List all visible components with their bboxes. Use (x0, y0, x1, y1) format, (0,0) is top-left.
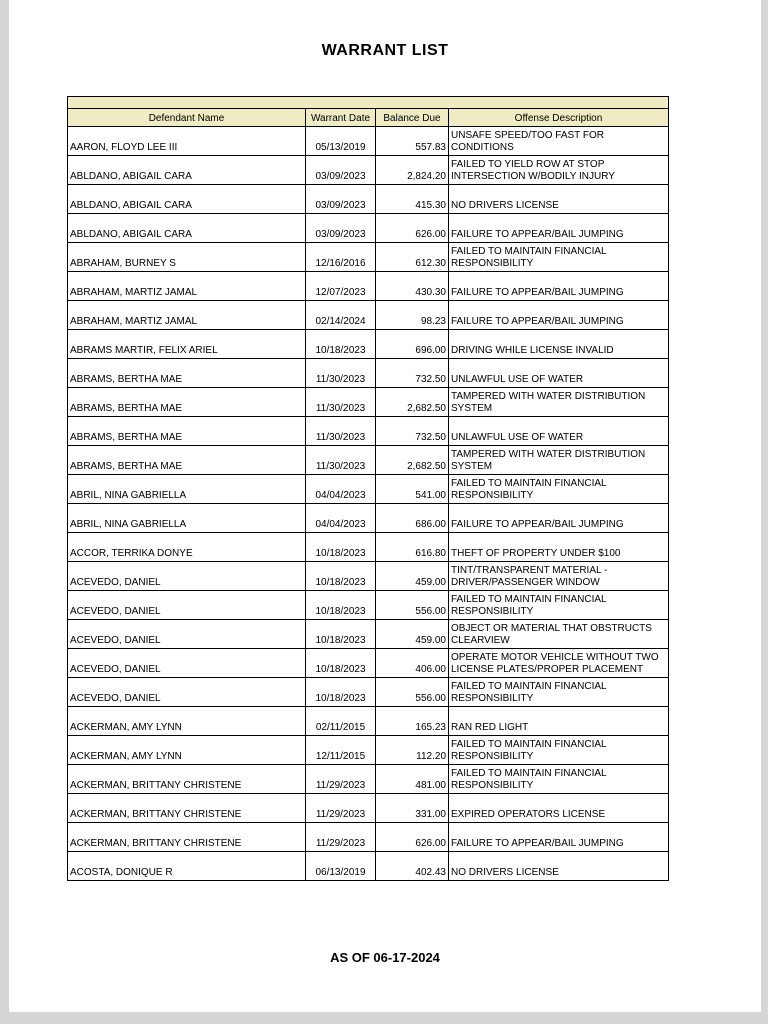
page-title: WARRANT LIST (321, 42, 449, 59)
warrant-date-cell: 11/29/2023 (306, 794, 376, 823)
balance-due-cell: 2,824.20 (376, 156, 449, 185)
warrant-date-cell: 10/18/2023 (306, 649, 376, 678)
offense-cell: FAILURE TO APPEAR/BAIL JUMPING (449, 504, 669, 533)
defendant-name-cell: ABRAHAM, BURNEY S (68, 243, 306, 272)
balance-due-cell: 331.00 (376, 794, 449, 823)
warrant-date-cell: 03/09/2023 (306, 185, 376, 214)
balance-due-cell: 541.00 (376, 475, 449, 504)
balance-due-cell: 686.00 (376, 504, 449, 533)
warrant-date-cell: 11/30/2023 (306, 388, 376, 417)
balance-due-cell: 2,682.50 (376, 388, 449, 417)
balance-due-cell: 459.00 (376, 562, 449, 591)
defendant-name-cell: ABLDANO, ABIGAIL CARA (68, 185, 306, 214)
table-row (68, 330, 669, 359)
balance-due-cell: 612.30 (376, 243, 449, 272)
table-row (68, 823, 669, 852)
defendant-name-cell: ABRAMS, BERTHA MAE (68, 446, 306, 475)
table-row (68, 649, 669, 678)
table-row (68, 359, 669, 388)
warrant-date-cell: 05/13/2019 (306, 127, 376, 156)
offense-cell: FAILURE TO APPEAR/BAIL JUMPING (449, 214, 669, 243)
offense-cell: RAN RED LIGHT (449, 707, 669, 736)
balance-due-cell: 430.30 (376, 272, 449, 301)
defendant-name-cell: ABRAMS MARTIR, FELIX ARIEL (68, 330, 306, 359)
defendant-name-cell: ABRIL, NINA GABRIELLA (68, 475, 306, 504)
offense-cell: TAMPERED WITH WATER DISTRIBUTION SYSTEM (449, 446, 669, 475)
offense-cell: FAILURE TO APPEAR/BAIL JUMPING (449, 823, 669, 852)
warrant-date-cell: 11/29/2023 (306, 823, 376, 852)
warrant-table-head (68, 97, 669, 127)
table-row (68, 214, 669, 243)
balance-due-cell: 165.23 (376, 707, 449, 736)
warrant-date-cell: 04/04/2023 (306, 504, 376, 533)
table-row (68, 620, 669, 649)
defendant-name-cell: ACKERMAN, BRITTANY CHRISTENE (68, 823, 306, 852)
warrant-date-cell: 10/18/2023 (306, 533, 376, 562)
warrant-date-cell: 11/30/2023 (306, 359, 376, 388)
warrant-date-cell: 10/18/2023 (306, 620, 376, 649)
column-header-offense-description: Offense Description (449, 109, 669, 127)
defendant-name-cell: ABRAMS, BERTHA MAE (68, 417, 306, 446)
defendant-name-cell: ABLDANO, ABIGAIL CARA (68, 214, 306, 243)
warrant-date-cell: 04/04/2023 (306, 475, 376, 504)
balance-due-cell: 406.00 (376, 649, 449, 678)
offense-cell: THEFT OF PROPERTY UNDER $100 (449, 533, 669, 562)
offense-cell: UNLAWFUL USE OF WATER (449, 417, 669, 446)
defendant-name-cell: ABRAMS, BERTHA MAE (68, 359, 306, 388)
table-row (68, 562, 669, 591)
defendant-name-cell: ACKERMAN, AMY LYNN (68, 707, 306, 736)
warrant-date-cell: 11/30/2023 (306, 417, 376, 446)
offense-cell: EXPIRED OPERATORS LICENSE (449, 794, 669, 823)
table-header-row (68, 109, 669, 127)
balance-due-cell: 626.00 (376, 823, 449, 852)
balance-due-cell: 557.83 (376, 127, 449, 156)
balance-due-cell: 98.23 (376, 301, 449, 330)
defendant-name-cell: ABLDANO, ABIGAIL CARA (68, 156, 306, 185)
column-header-warrant-date: Warrant Date (306, 109, 376, 127)
table-row (68, 156, 669, 185)
table-top-band (68, 97, 669, 109)
warrant-date-cell: 10/18/2023 (306, 562, 376, 591)
offense-cell: NO DRIVERS LICENSE (449, 852, 669, 881)
defendant-name-cell: ACEVEDO, DANIEL (68, 591, 306, 620)
warrant-date-cell: 06/13/2019 (306, 852, 376, 881)
balance-due-cell: 616.80 (376, 533, 449, 562)
defendant-name-cell: ABRAMS, BERTHA MAE (68, 388, 306, 417)
table-row (68, 301, 669, 330)
warrant-date-cell: 10/18/2023 (306, 330, 376, 359)
column-header-balance-due: Balance Due (376, 109, 449, 127)
offense-cell: FAILED TO MAINTAIN FINANCIAL RESPONSIBILITY (449, 678, 669, 707)
warrant-date-cell: 11/30/2023 (306, 446, 376, 475)
table-row (68, 272, 669, 301)
defendant-name-cell: ABRIL, NINA GABRIELLA (68, 504, 306, 533)
table-row (68, 707, 669, 736)
offense-cell: UNSAFE SPEED/TOO FAST FOR CONDITIONS (449, 127, 669, 156)
offense-cell: FAILED TO MAINTAIN FINANCIAL RESPONSIBILITY (449, 765, 669, 794)
balance-due-cell: 112.20 (376, 736, 449, 765)
offense-cell: FAILED TO MAINTAIN FINANCIAL RESPONSIBILITY (449, 475, 669, 504)
table-row (68, 533, 669, 562)
offense-cell: TINT/TRANSPARENT MATERIAL - DRIVER/PASSENGER WINDOW (449, 562, 669, 591)
warrant-date-cell: 02/14/2024 (306, 301, 376, 330)
table-row (68, 504, 669, 533)
column-header-defendant-name: Defendant Name (68, 109, 306, 127)
offense-cell: FAILURE TO APPEAR/BAIL JUMPING (449, 272, 669, 301)
defendant-name-cell: ACKERMAN, BRITTANY CHRISTENE (68, 765, 306, 794)
table-row (68, 678, 669, 707)
offense-cell: TAMPERED WITH WATER DISTRIBUTION SYSTEM (449, 388, 669, 417)
table-row (68, 127, 669, 156)
defendant-name-cell: ABRAHAM, MARTIZ JAMAL (68, 301, 306, 330)
defendant-name-cell: ACCOR, TERRIKA DONYE (68, 533, 306, 562)
offense-cell: NO DRIVERS LICENSE (449, 185, 669, 214)
defendant-name-cell: ACEVEDO, DANIEL (68, 562, 306, 591)
balance-due-cell: 415.30 (376, 185, 449, 214)
top-band-cell (68, 97, 669, 109)
table-row (68, 852, 669, 881)
defendant-name-cell: ACKERMAN, AMY LYNN (68, 736, 306, 765)
table-row (68, 591, 669, 620)
balance-due-cell: 732.50 (376, 359, 449, 388)
offense-cell: FAILED TO MAINTAIN FINANCIAL RESPONSIBILITY (449, 243, 669, 272)
table-row (68, 765, 669, 794)
defendant-name-cell: ACEVEDO, DANIEL (68, 649, 306, 678)
balance-due-cell: 459.00 (376, 620, 449, 649)
balance-due-cell: 556.00 (376, 591, 449, 620)
offense-cell: FAILED TO YIELD ROW AT STOP INTERSECTION W/BODILY INJURY (449, 156, 669, 185)
warrant-date-cell: 02/11/2015 (306, 707, 376, 736)
defendant-name-cell: ACEVEDO, DANIEL (68, 620, 306, 649)
balance-due-cell: 556.00 (376, 678, 449, 707)
warrant-date-cell: 10/18/2023 (306, 678, 376, 707)
warrant-date-cell: 12/11/2015 (306, 736, 376, 765)
warrant-date-cell: 03/09/2023 (306, 214, 376, 243)
balance-due-cell: 732.50 (376, 417, 449, 446)
table-row (68, 475, 669, 504)
offense-cell: OBJECT OR MATERIAL THAT OBSTRUCTS CLEARVIEW (449, 620, 669, 649)
warrant-table-body (68, 127, 669, 881)
document-page (9, 0, 761, 1012)
as-of-date: AS OF 06-17-2024 (330, 950, 440, 965)
warrant-date-cell: 11/29/2023 (306, 765, 376, 794)
defendant-name-cell: AARON, FLOYD LEE III (68, 127, 306, 156)
balance-due-cell: 2,682.50 (376, 446, 449, 475)
balance-due-cell: 402.43 (376, 852, 449, 881)
warrant-date-cell: 12/16/2016 (306, 243, 376, 272)
offense-cell: OPERATE MOTOR VEHICLE WITHOUT TWO LICENSE PLATES/PROPER PLACEMENT (449, 649, 669, 678)
balance-due-cell: 626.00 (376, 214, 449, 243)
balance-due-cell: 481.00 (376, 765, 449, 794)
table-row (68, 417, 669, 446)
table-row (68, 736, 669, 765)
offense-cell: DRIVING WHILE LICENSE INVALID (449, 330, 669, 359)
defendant-name-cell: ABRAHAM, MARTIZ JAMAL (68, 272, 306, 301)
defendant-name-cell: ACKERMAN, BRITTANY CHRISTENE (68, 794, 306, 823)
offense-cell: FAILED TO MAINTAIN FINANCIAL RESPONSIBILITY (449, 736, 669, 765)
warrant-date-cell: 10/18/2023 (306, 591, 376, 620)
defendant-name-cell: ACOSTA, DONIQUE R (68, 852, 306, 881)
offense-cell: UNLAWFUL USE OF WATER (449, 359, 669, 388)
offense-cell: FAILED TO MAINTAIN FINANCIAL RESPONSIBILITY (449, 591, 669, 620)
warrant-date-cell: 12/07/2023 (306, 272, 376, 301)
warrant-date-cell: 03/09/2023 (306, 156, 376, 185)
table-row (68, 388, 669, 417)
table-row (68, 243, 669, 272)
table-row (68, 446, 669, 475)
table-row (68, 794, 669, 823)
defendant-name-cell: ACEVEDO, DANIEL (68, 678, 306, 707)
warrant-table (67, 96, 669, 881)
balance-due-cell: 696.00 (376, 330, 449, 359)
table-row (68, 185, 669, 214)
offense-cell: FAILURE TO APPEAR/BAIL JUMPING (449, 301, 669, 330)
